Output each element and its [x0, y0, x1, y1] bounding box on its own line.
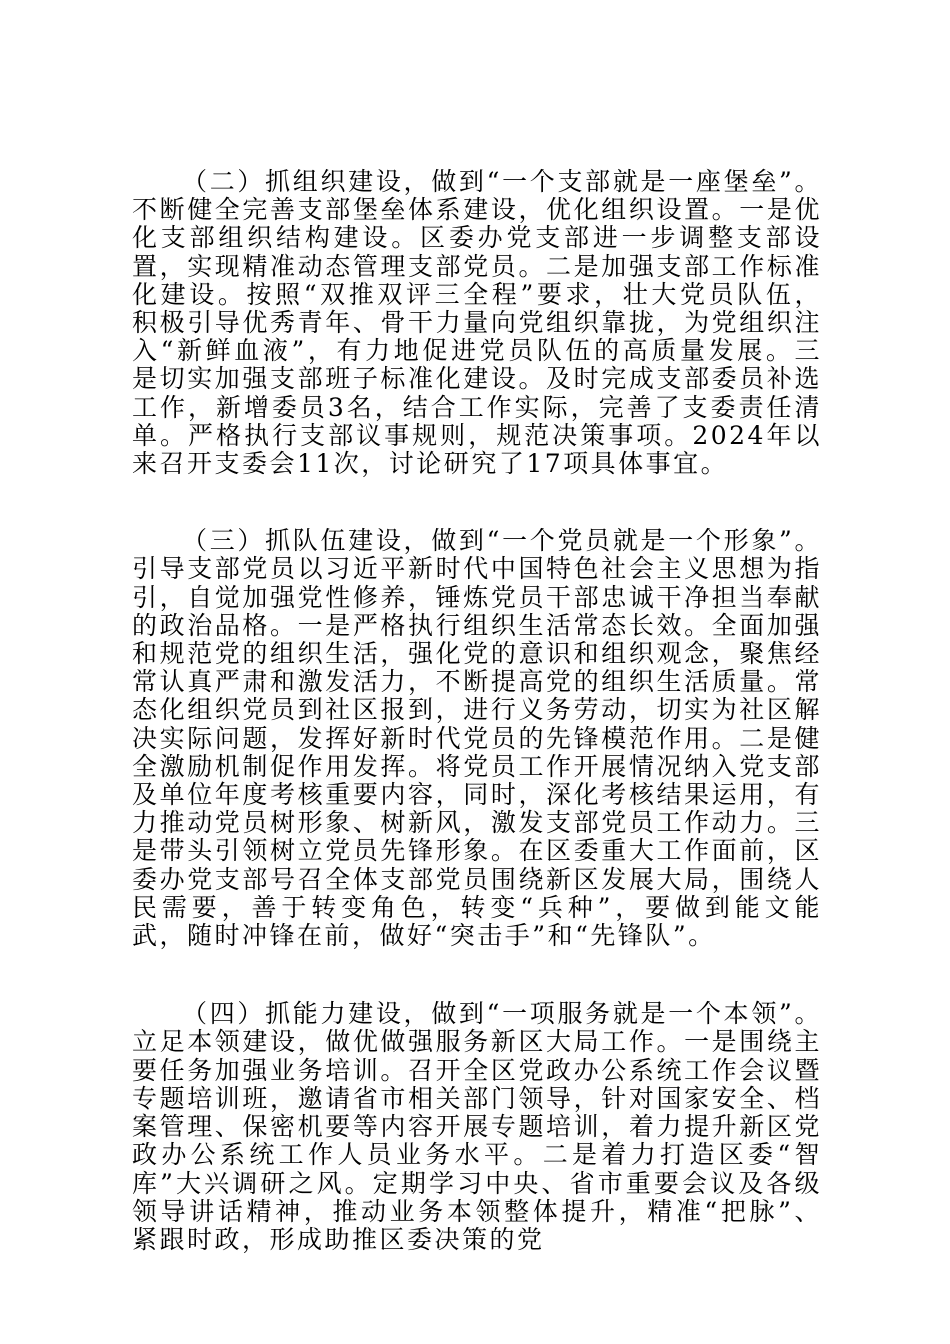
paragraph-organization-building: （二）抓组织建设，做到“一个支部就是一座堡垒”。不断健全完善支部堡垒体系建设，优化组织设置。一是优化支部组织结构建设。区委办党支部进一步调整支部设置，实现精准动态管理支部党员。二是加强支部工作标准化建设。按照“双推双评三全程”要求，壮大党员队伍，积极引导优秀青年、骨干力量向党组织靠拢，为党组织注入“新鲜血液”，有力地促进党员队伍的高质量发展。三是切实加强支部班子标准化建设。及时完成支部委员补选工作，新增委员3名，结合工作实际，完善了支委责任清单。严格执行支部议事规则，规范决策事项。2024年以来召开支委会11次，讨论研究了17项具体事宜。 [132, 167, 822, 479]
paragraph-capability-building: （四）抓能力建设，做到“一项服务就是一个本领”。立足本领建设，做优做强服务新区大局工作。一是围绕主要任务加强业务培训。召开全区党政办公系统工作会议暨专题培训班，邀请省市相关部门领导，针对国家安全、档案管理、保密机要等内容开展专题培训，着力提升新区党政办公系统工作人员业务水平。二是着力打造区委“智库”大兴调研之风。定期学习中央、省市重要会议及各级领导讲话精神，推动业务本领整体提升，精准“把脉”、紧跟时政，形成助推区委决策的党 [132, 999, 822, 1254]
document-body [132, 168, 822, 1254]
paragraph-team-building: （三）抓队伍建设，做到“一个党员就是一个形象”。引导支部党员以习近平新时代中国特色社会主义思想为指引，自觉加强党性修养，锤炼党员干部忠诚干净担当奉献的政治品格。一是严格执行组织生活常态长效。全面加强和规范党的组织生活，强化党的意识和组织观念，聚焦经常认真严肃和激发活力，不断提高党的组织生活质量。常态化组织党员到社区报到，进行义务劳动，切实为社区解决实际问题，发挥好新时代党员的先锋模范作用。二是健全激励机制促作用发挥。将党员工作开展情况纳入党支部及单位年度考核重要内容，同时，深化考核结果运用，有力推动党员树形象、树新风，激发支部党员工作动力。三是带头引领树立党员先锋形象。在区委重大工作面前，区委办党支部号召全体支部党员围绕新区发展大局，围绕人民需要，善于转变角色，转变“兵种”，要做到能文能武，随时冲锋在前，做好“突击手”和“先锋队”。 [132, 526, 822, 951]
